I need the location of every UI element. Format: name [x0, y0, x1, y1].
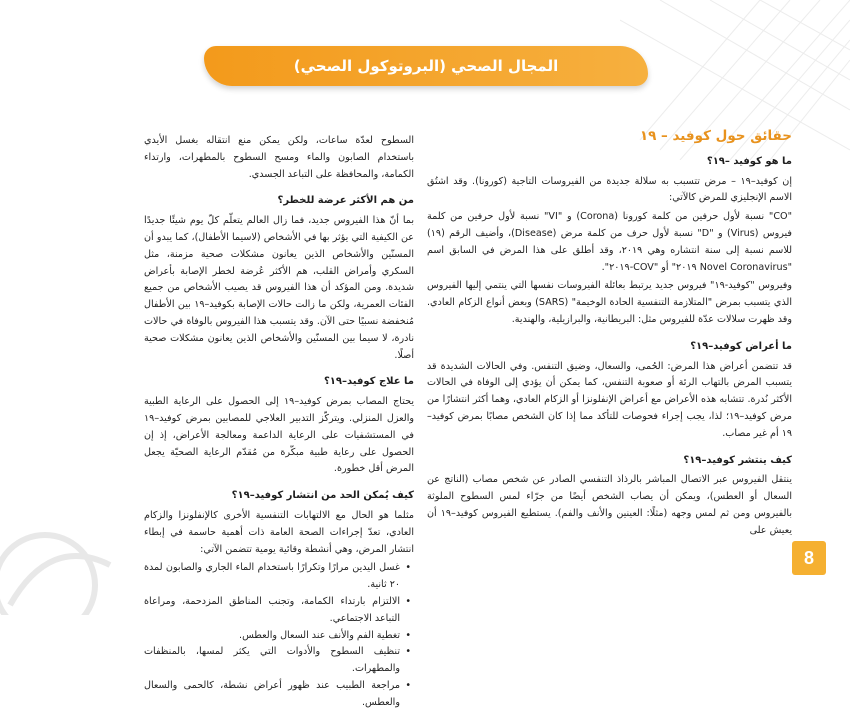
paragraph: قد تتضمن أعراض هذا المرض: الحُمى، والسعال، وضيق التنفس. وفي الحالات الشديدة قد يتسبب المرض بالتهاب الرئة أو صعوبة التنفس، كما يمكن أن يؤدي إلى الوفاة في الحالات الأكثر نُدرة. تتشابه هذه الأعراض مع أعراض الإنفلونزا أو الزكام العادي، وهما أكثر انتشارًا من مرض كوفيد–١٩؛ لذا، يجب إجراء فحوصات للتأكد مما إذا كان الشخص مصابًا بمرض كوفيد–١٩ أم غير مصاب.: [427, 360, 792, 439]
paragraph: "CO" نسبة لأول حرفين من كلمة كورونا (Corona) و "VI" نسبة لأول حرفين من كلمة فيروس (Virus) و "D" نسبة لأول حرف من كلمة مرض (Disease)، وأضيف الرقم (١٩) للاسم نسبة إلى سنة انتشاره وهي ٢٠١٩، وقد أطلق على هذا المرض في السابق اسم "Novel Coronavirus ٢٠١٩" أو "COV-٢٠١٩".: [427, 211, 792, 273]
section-title: ما أعراض كوفيد–١٩؟: [690, 340, 792, 352]
paragraph: بما أنّ هذا الفيروس جديد، فما زال العالم يتعلّم كلّ يوم شيئًا جديدًا عن الكيفية التي يؤثر بها في الأشخاص (لاسيما الأطفال)، كما يبدو أن المسنّين والأشخاص الذين يعانون مشكلات صحية مزمنة، مثل السكري وأمراض القلب، هم الأكثر عُرضة لخطر الإصابة بأعراض شديدة. ومن المؤكد أن هذا الفيروس قد يصيب الأشخاص من جميع الفئات العمرية، ولكن ما زالت حالات الإصابة بكوفيد–١٩ بين الأطفال مُنخفضة نسبيًا حتى الآن. وقد يتسبب هذا الفيروس بالوفاة في حالات نادرة، لا سيما بين المسنّين والأشخاص الذين يعانون مشكلات صحية أصلًا.: [144, 215, 414, 361]
section-title: ما هو كوفيد –١٩؟: [706, 155, 792, 167]
list-item: • تنظيف السطوح والأدوات التي يكثر لمسها، بالمنظفات والمطهرات.: [144, 644, 400, 678]
right-column: [427, 128, 792, 542]
main-heading: حقائق حول كوفيد – ١٩: [639, 128, 792, 144]
paragraph: وفيروس "كوفيد-١٩" فيروس جديد يرتبط بعائلة الفيروسات نفسها التي ينتمي إليها الفيروس الذي يتسبب بمرض "المتلازمة التنفسية الحادة الوخيمة" (SARS) وبعض أنواع الزكام العادي. وقد ظهرت سلالات عدّة للفيروس مثل: البريطانية، والبرازيلية، والهندية.: [427, 280, 793, 325]
paragraph: السطوح لعدّة ساعات، ولكن يمكن منع انتقاله بغسل الأيدي باستخدام الصابون والماء ومسح السطوح بالمطهرات، وارتداء الكمامة، والمحافظة على التباعد الجسدي.: [144, 135, 414, 180]
paragraph: يحتاج المصاب بمرض كوفيد–١٩ إلى الحصول على الرعاية الطبية والعزل المنزلي. ويتركّز التدبير العلاجي للمصابين بمرض كوفيد–١٩ في المستشفيات على الرعاية الداعمة ومعالجة الأعراض، إذ إن الحصول على رعاية طبية مبكّرة من مُقدّم الرعاية الصحيّة يجعل المرض أقل خطورة.: [144, 396, 414, 475]
section-title: من هم الأكثر عرضة للخطر؟: [277, 195, 414, 207]
section-title: ما علاج كوفيد–١٩؟: [323, 376, 414, 388]
title-banner: [204, 46, 648, 86]
paragraph: إن كوفيد–١٩ – مرض تتسبب به سلالة جديدة من الفيروسات التاجية (كورونا). وقد اشتُق الاسم الإنجليزي للمرض كالآتي:: [427, 175, 792, 204]
prevention-list: [144, 560, 414, 711]
list-item: • غسل اليدين مرارًا وتكرارًا باستخدام الماء الجاري والصابون لمدة ٢٠ ثانية.: [144, 560, 400, 594]
page-number: 8: [792, 541, 826, 575]
list-item: • الالتزام بارتداء الكمامة، وتجنب المناطق المزدحمة، ومراعاة التباعد الاجتماعي.: [144, 594, 400, 628]
paragraph: ينتقل الفيروس عبر الاتصال المباشر بالرذاذ التنفسي الصادر عن شخص مصاب (الناتج عن السعال أو العطس)، ويمكن أن يصاب الشخص أيضًا من جرّاء لمس السطوح الملوثة بالفيروس ومن ثم لمس وجهه (مثلًا: العينين والأنف والفم). يستطيع الفيروس كوفيد–١٩ أن يعيش على: [427, 474, 793, 536]
list-item: • تغطية الفم والأنف عند السعال والعطس.: [144, 628, 400, 645]
paragraph: مثلما هو الحال مع الالتهابات التنفسية الأخرى كالإنفلونزا والزكام العادي، تعدّ إجراءات الصحة العامة ذات أهمية حاسمة في إبطاء انتشار المرض، وهي أنشطة وقائية يومية تتضمن الآتي:: [144, 509, 414, 555]
section-title: كيف ينتشر كوفيد–١٩؟: [683, 454, 792, 466]
list-item: • مراجعة الطبيب عند ظهور أعراض نشطة، كالحمى والسعال والعطس.: [144, 678, 400, 712]
left-column: [144, 133, 414, 712]
watermark-graphic: [0, 495, 130, 615]
banner-title: المجال الصحي (البروتوكول الصحي): [293, 57, 559, 75]
section-title: كيف يُمكن الحد من انتشار كوفيد–١٩؟: [231, 490, 414, 502]
